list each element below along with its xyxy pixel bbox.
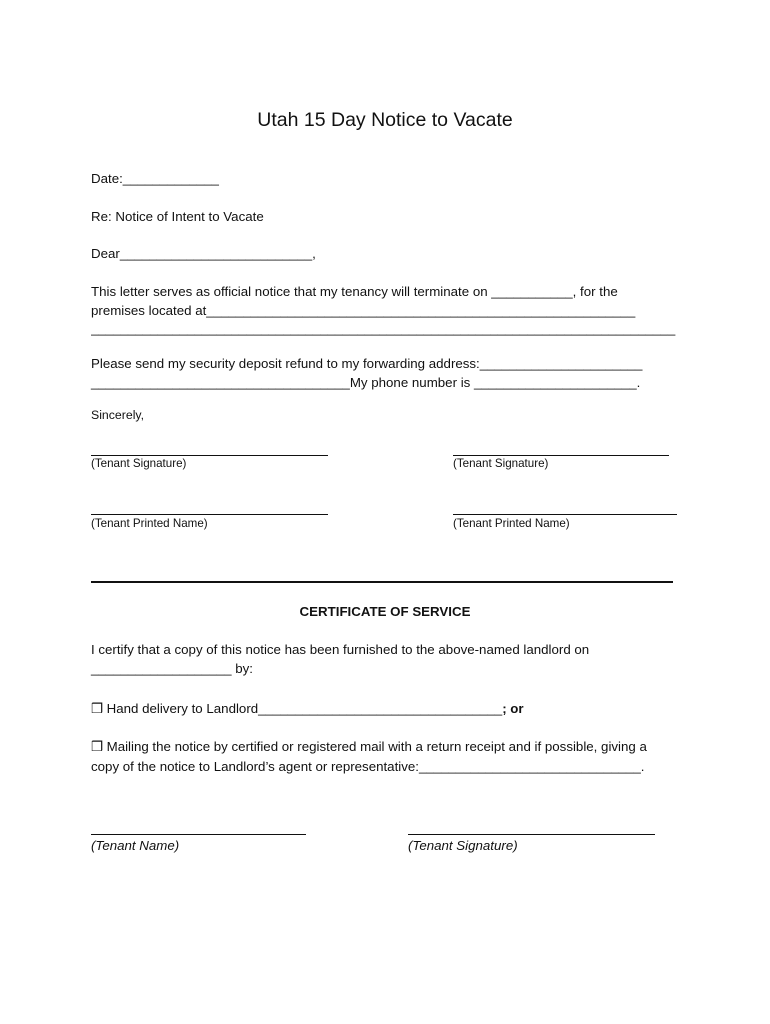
tenant-signature-line-left (91, 455, 328, 456)
tenant-printed-name-label-right: (Tenant Printed Name) (453, 517, 570, 530)
tenant-signature-label-right: (Tenant Signature) (453, 457, 549, 470)
deposit-paragraph-line-1: Please send my security deposit refund to my forwarding address:______________________ (91, 356, 643, 371)
tenant-name-line (91, 834, 306, 835)
tenant-printed-name-label-left: (Tenant Printed Name) (91, 517, 208, 530)
tenant-signature-line-bottom (408, 834, 655, 835)
mailing-option-text: Mailing the notice by certified or registered mail with a return receipt and if possible, giving a (102, 739, 647, 754)
section-divider (91, 581, 673, 583)
checkbox-icon[interactable]: ❒ (91, 701, 103, 716)
tenancy-paragraph-line-2: premises located at__________________________________________________________ (91, 303, 636, 318)
tenancy-paragraph-line-3: _______________________________________________________________________________ (91, 321, 676, 336)
tenancy-paragraph-line-1: This letter serves as official notice that my tenancy will terminate on ___________, for the (91, 284, 618, 299)
dear-line: Dear__________________________, (91, 246, 316, 261)
mailing-option-line-1 (91, 739, 647, 755)
tenant-signature-label-bottom: (Tenant Signature) (408, 838, 518, 853)
tenant-name-label: (Tenant Name) (91, 838, 180, 853)
tenant-signature-label-left: (Tenant Signature) (91, 457, 187, 470)
hand-delivery-text: Hand delivery to Landlord_________________________________ (102, 701, 503, 716)
sincerely-text: Sincerely, (91, 408, 145, 422)
document-title: Utah 15 Day Notice to Vacate (257, 109, 513, 131)
re-line: Re: Notice of Intent to Vacate (91, 209, 264, 224)
checkbox-icon[interactable]: ❒ (91, 739, 103, 754)
hand-delivery-option (91, 701, 524, 717)
mailing-option-line-2: copy of the notice to Landlord’s agent or representative:______________________________. (91, 759, 645, 774)
or-conjunction: ; or (502, 701, 524, 716)
certify-line-2: ___________________ by: (91, 661, 253, 676)
date-line: Date:_____________ (91, 171, 219, 186)
tenant-printed-name-line-left (91, 514, 328, 515)
deposit-paragraph-line-2: ___________________________________My phone number is ______________________. (91, 375, 641, 390)
tenant-signature-line-right (453, 455, 669, 456)
certify-line-1: I certify that a copy of this notice has been furnished to the above-named landlord on (91, 642, 590, 657)
certificate-heading: CERTIFICATE OF SERVICE (299, 604, 471, 619)
tenant-printed-name-line-right (453, 514, 677, 515)
